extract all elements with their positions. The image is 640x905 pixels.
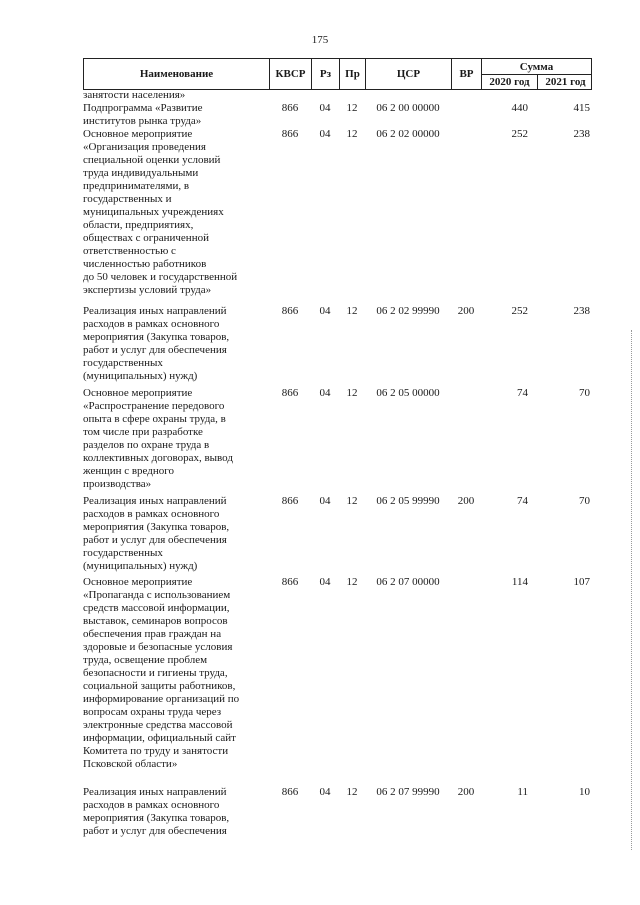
row-sum-2021: 415 bbox=[573, 102, 590, 114]
row-kvsr: 866 bbox=[281, 305, 299, 317]
row-sum-2020: 252 bbox=[511, 305, 528, 317]
row-rz: 04 bbox=[319, 576, 331, 588]
header-kvsr: КВСР bbox=[269, 59, 311, 89]
row-sum-2021: 10 bbox=[579, 786, 590, 798]
header-name: Наименование bbox=[83, 59, 269, 89]
row-rz: 04 bbox=[319, 305, 331, 317]
scan-edge-dots bbox=[629, 330, 632, 850]
row-vr: 200 bbox=[457, 495, 475, 507]
row-name: Основное мероприятие «Организация проведения специальной оценки условий труда индивидуальными предпринимателями, в государственных и муниципальных учреждениях области, предприятиях, обществах с ограниченной ответственностью с численностью работников до 50 человек и государственной экспертизы условий труда» bbox=[83, 128, 238, 296]
row-sum-2020: 74 bbox=[517, 387, 528, 399]
header-csr: ЦСР bbox=[365, 59, 451, 89]
row-pr: 12 bbox=[346, 387, 358, 399]
row-rz: 04 bbox=[319, 387, 331, 399]
row-name: Основное мероприятие «Распространение передового опыта в сфере охраны труда, в том числе при разработке разделов по охране труда в коллективных договорах, вывод женщин с вредного производства» bbox=[83, 387, 233, 490]
row-csr: 06 2 02 99990 bbox=[376, 305, 440, 317]
row-pr: 12 bbox=[346, 576, 358, 588]
row-name: Реализация иных направлений расходов в рамках основного мероприятия (Закупка товаров, работ и услуг для обеспечения bbox=[83, 786, 230, 837]
table-header bbox=[83, 58, 592, 90]
row-sum-2020: 11 bbox=[517, 786, 528, 798]
row-sum-2021: 70 bbox=[579, 495, 590, 507]
row-kvsr: 866 bbox=[281, 128, 299, 140]
row-csr: 06 2 02 00000 bbox=[376, 128, 440, 140]
row-rz: 04 bbox=[319, 128, 331, 140]
row-name: занятости населения» bbox=[83, 89, 186, 101]
header-2021: 2021 год bbox=[537, 75, 593, 89]
row-kvsr: 866 bbox=[281, 576, 299, 588]
row-name: Подпрограмма «Развитие институтов рынка труда» bbox=[83, 102, 203, 127]
row-pr: 12 bbox=[346, 102, 358, 114]
row-csr: 06 2 00 00000 bbox=[376, 102, 440, 114]
row-kvsr: 866 bbox=[281, 786, 299, 798]
row-sum-2021: 107 bbox=[573, 576, 590, 588]
row-csr: 06 2 07 00000 bbox=[376, 576, 440, 588]
row-sum-2020: 252 bbox=[511, 128, 528, 140]
row-csr: 06 2 05 99990 bbox=[376, 495, 440, 507]
header-2020: 2020 год bbox=[489, 76, 530, 88]
row-rz: 04 bbox=[319, 102, 331, 114]
row-rz: 04 bbox=[319, 495, 331, 507]
row-kvsr: 866 bbox=[281, 387, 299, 399]
row-sum-2021: 238 bbox=[573, 305, 590, 317]
row-pr: 12 bbox=[346, 786, 358, 798]
row-name: Реализация иных направлений расходов в рамках основного мероприятия (Закупка товаров, работ и услуг для обеспечения государственных (муниципальных) нужд) bbox=[83, 305, 230, 382]
row-csr: 06 2 07 99990 bbox=[376, 786, 440, 798]
row-vr: 200 bbox=[457, 305, 475, 317]
row-csr: 06 2 05 00000 bbox=[376, 387, 440, 399]
row-sum-2021: 238 bbox=[573, 128, 590, 140]
header-sum-group bbox=[481, 59, 592, 89]
header-rz: Рз bbox=[311, 59, 339, 89]
row-pr: 12 bbox=[346, 128, 358, 140]
row-sum-2020: 440 bbox=[511, 102, 528, 114]
row-name: Основное мероприятие «Пропаганда с использованием средств массовой информации, выставок, семинаров вопросов обеспечения прав граждан на здоровые и безопасные условия труда, освещение проблем безопасности и гигиены труда, социальной защиты работников, информирование организаций по вопросам охраны труда через электронные средства массовой информации, официальный сайт Комитета по труду и занятости Псковской области» bbox=[83, 576, 240, 770]
row-kvsr: 866 bbox=[281, 495, 299, 507]
row-pr: 12 bbox=[346, 495, 358, 507]
row-sum-2020: 114 bbox=[511, 576, 528, 588]
header-pr: Пр bbox=[339, 59, 365, 89]
row-vr: 200 bbox=[457, 786, 475, 798]
row-sum-2020: 74 bbox=[517, 495, 528, 507]
row-kvsr: 866 bbox=[281, 102, 299, 114]
row-rz: 04 bbox=[319, 786, 331, 798]
page-number: 175 bbox=[311, 34, 329, 46]
row-name: Реализация иных направлений расходов в рамках основного мероприятия (Закупка товаров, работ и услуг для обеспечения государственных (муниципальных) нужд) bbox=[83, 495, 230, 572]
row-pr: 12 bbox=[346, 305, 358, 317]
row-sum-2021: 70 bbox=[579, 387, 590, 399]
header-vr: ВР bbox=[451, 59, 481, 89]
header-sum: Сумма bbox=[519, 61, 554, 73]
